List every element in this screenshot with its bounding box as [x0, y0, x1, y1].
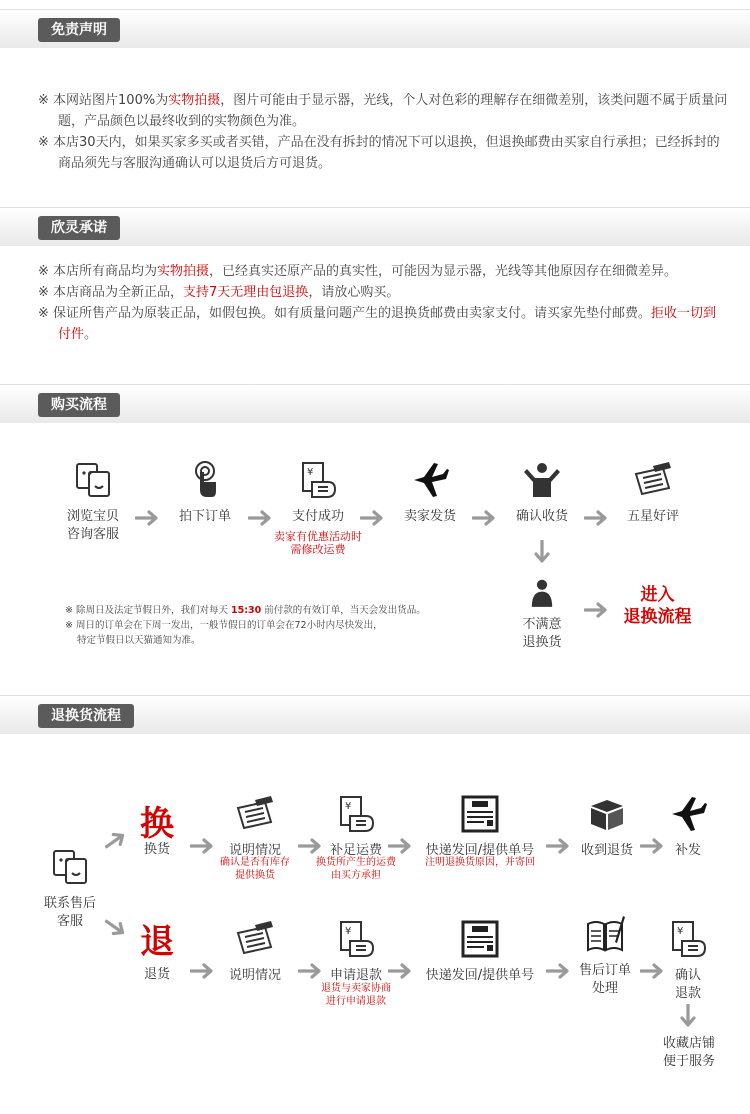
promise-tag: 欣灵承诺 [38, 216, 120, 240]
arrow-icon [584, 602, 610, 618]
step-label: 快递发回/提供单号 [425, 843, 535, 858]
box-icon [587, 794, 627, 834]
return-step-process [560, 914, 650, 998]
exchange-step-received [562, 794, 652, 860]
shipping-note-2: ※ 周日的订单会在下周一发出，一般节假日的订单会在72小时内尽快发出， [65, 620, 383, 631]
payment-icon [298, 460, 338, 500]
favorite-shop[interactable]: 收藏店铺 便于服务 [662, 1036, 715, 1069]
arrow-icon [388, 963, 414, 979]
returns-header [0, 695, 750, 734]
return-flow-label: 退换流程 [623, 607, 692, 627]
enter-return-link[interactable] [610, 584, 705, 628]
review-icon [235, 919, 275, 959]
shipping-note-3: 特定节假日以天猫通知为准。 [77, 635, 201, 646]
person-icon [522, 460, 562, 500]
step-label: 拍下订单 [178, 509, 231, 524]
buy-step-pay [273, 460, 363, 526]
arrow-icon [360, 510, 386, 526]
arrow-down-right-icon [101, 914, 131, 942]
buy-step-receive [497, 460, 587, 526]
airplane-icon [668, 794, 708, 834]
disclaimer-item-2: ※ 本店30天内，如果买家多买或者买错，产品在没有拆封的情况下可以退换，但退换邮费由买家自行承担；已经拆封的商品须先与客服沟通确认可以退货后方可退货。 [38, 135, 720, 171]
contact-label: 联系售后 客服 [43, 896, 96, 929]
exchange-note-1: 确认是否有库存 提供换货 [220, 857, 290, 881]
exchange-step-ship [415, 794, 545, 860]
step-label: 申请退款 [329, 968, 382, 983]
contact-service [25, 847, 115, 931]
exchange-big-char: 换 [140, 804, 174, 844]
return-big-char: 退 [140, 922, 174, 962]
buy-header [0, 384, 750, 423]
step-label: 补发 [674, 843, 701, 858]
payment-icon [668, 919, 708, 959]
step-label: 说明情况 [228, 843, 281, 858]
express-form-icon [460, 919, 500, 959]
returns-tag: 退换货流程 [38, 704, 134, 728]
buy-step-browse [48, 460, 138, 544]
return-label: 退货 [144, 967, 171, 982]
enter-label: 进入 [640, 585, 675, 605]
step-label: 确认收货 [515, 509, 568, 524]
return-note: 退货与卖家协商 进行申请退款 [321, 983, 391, 1007]
step-label: 售后订单 处理 [578, 963, 631, 996]
payment-icon [336, 919, 376, 959]
arrow-icon [135, 510, 161, 526]
promise-text [38, 261, 728, 345]
step-label: 卖家发货 [403, 509, 456, 524]
shipping-notes [65, 603, 495, 648]
exchange-label: 换货 [144, 842, 171, 857]
step-label: 补足运费 [329, 843, 382, 858]
return-step-explain [210, 919, 300, 985]
arrow-icon [472, 510, 498, 526]
shipping-note-1: ※ 除周日及法定节假日外，我们对每天 15:30 前付款的有效订单，当天会发出货品。 [65, 605, 426, 616]
step-label: 支付成功 [291, 509, 344, 524]
arrow-icon [248, 510, 274, 526]
payment-icon [336, 794, 376, 834]
step-label: 快递发回/提供单号 [425, 968, 535, 983]
step-label: 不满意 退换货 [522, 617, 562, 650]
step-label: 说明情况 [228, 968, 281, 983]
arrow-icon [584, 510, 610, 526]
express-form-icon [460, 794, 500, 834]
exchange-step-resend [643, 794, 733, 860]
pay-note: 卖家有优惠活动时 需修改运费 [274, 530, 362, 556]
disclaimer-text [38, 90, 728, 174]
promise-item-1: ※ 本店所有商品均为实物拍摄，已经真实还原产品的真实性，可能因为显示器，光线等其他原因存在细微差异。 [38, 264, 678, 279]
step-label: 浏览宝贝 咨询客服 [66, 509, 119, 542]
book-icon [585, 914, 625, 954]
exchange-note-2: 换货所产生的运费 由买方承担 [316, 857, 396, 881]
arrow-icon [388, 838, 414, 854]
step-label: 五星好评 [626, 509, 679, 524]
step-label: 收到退货 [580, 843, 633, 858]
review-icon [235, 794, 275, 834]
review-icon [633, 460, 673, 500]
chat-icon [73, 460, 113, 500]
click-icon [185, 460, 225, 500]
person-icon [525, 578, 559, 612]
disclaimer-header [0, 9, 750, 48]
disclaimer-tag: 免责声明 [38, 18, 120, 42]
buy-tag: 购买流程 [38, 393, 120, 417]
arrow-down-icon [534, 540, 550, 566]
buy-step-order [160, 460, 250, 526]
step-label: 确认 退款 [674, 968, 701, 1001]
chat-icon [50, 847, 90, 887]
buy-step-ship [385, 460, 475, 526]
promise-item-3: ※ 保证所售产品为原装正品，如假包换。如有质量问题产生的退换货邮费由卖家支付。请买家先垫付邮费。拒收一切到付件。 [38, 306, 717, 342]
arrow-down-icon [680, 1004, 696, 1030]
airplane-icon [410, 460, 450, 500]
buy-step-unsatisfied [497, 578, 587, 652]
promise-header [0, 207, 750, 246]
return-step-ship [415, 919, 545, 985]
exchange-step-explain [210, 794, 300, 860]
disclaimer-item-1: ※ 本网站图片100%为实物拍摄，图片可能由于显示器，光线，个人对色彩的理解存在细微差别，该类问题不属于质量问题，产品颜色以最终收到的实物颜色为准。 [38, 93, 728, 129]
buy-step-review [608, 460, 698, 526]
exchange-note-3: 注明退换货原因，并寄回 [425, 857, 535, 868]
return-step-confirm [643, 919, 733, 1003]
promise-item-2: ※ 本店商品为全新正品，支持7天无理由包退换，请放心购买。 [38, 285, 400, 300]
